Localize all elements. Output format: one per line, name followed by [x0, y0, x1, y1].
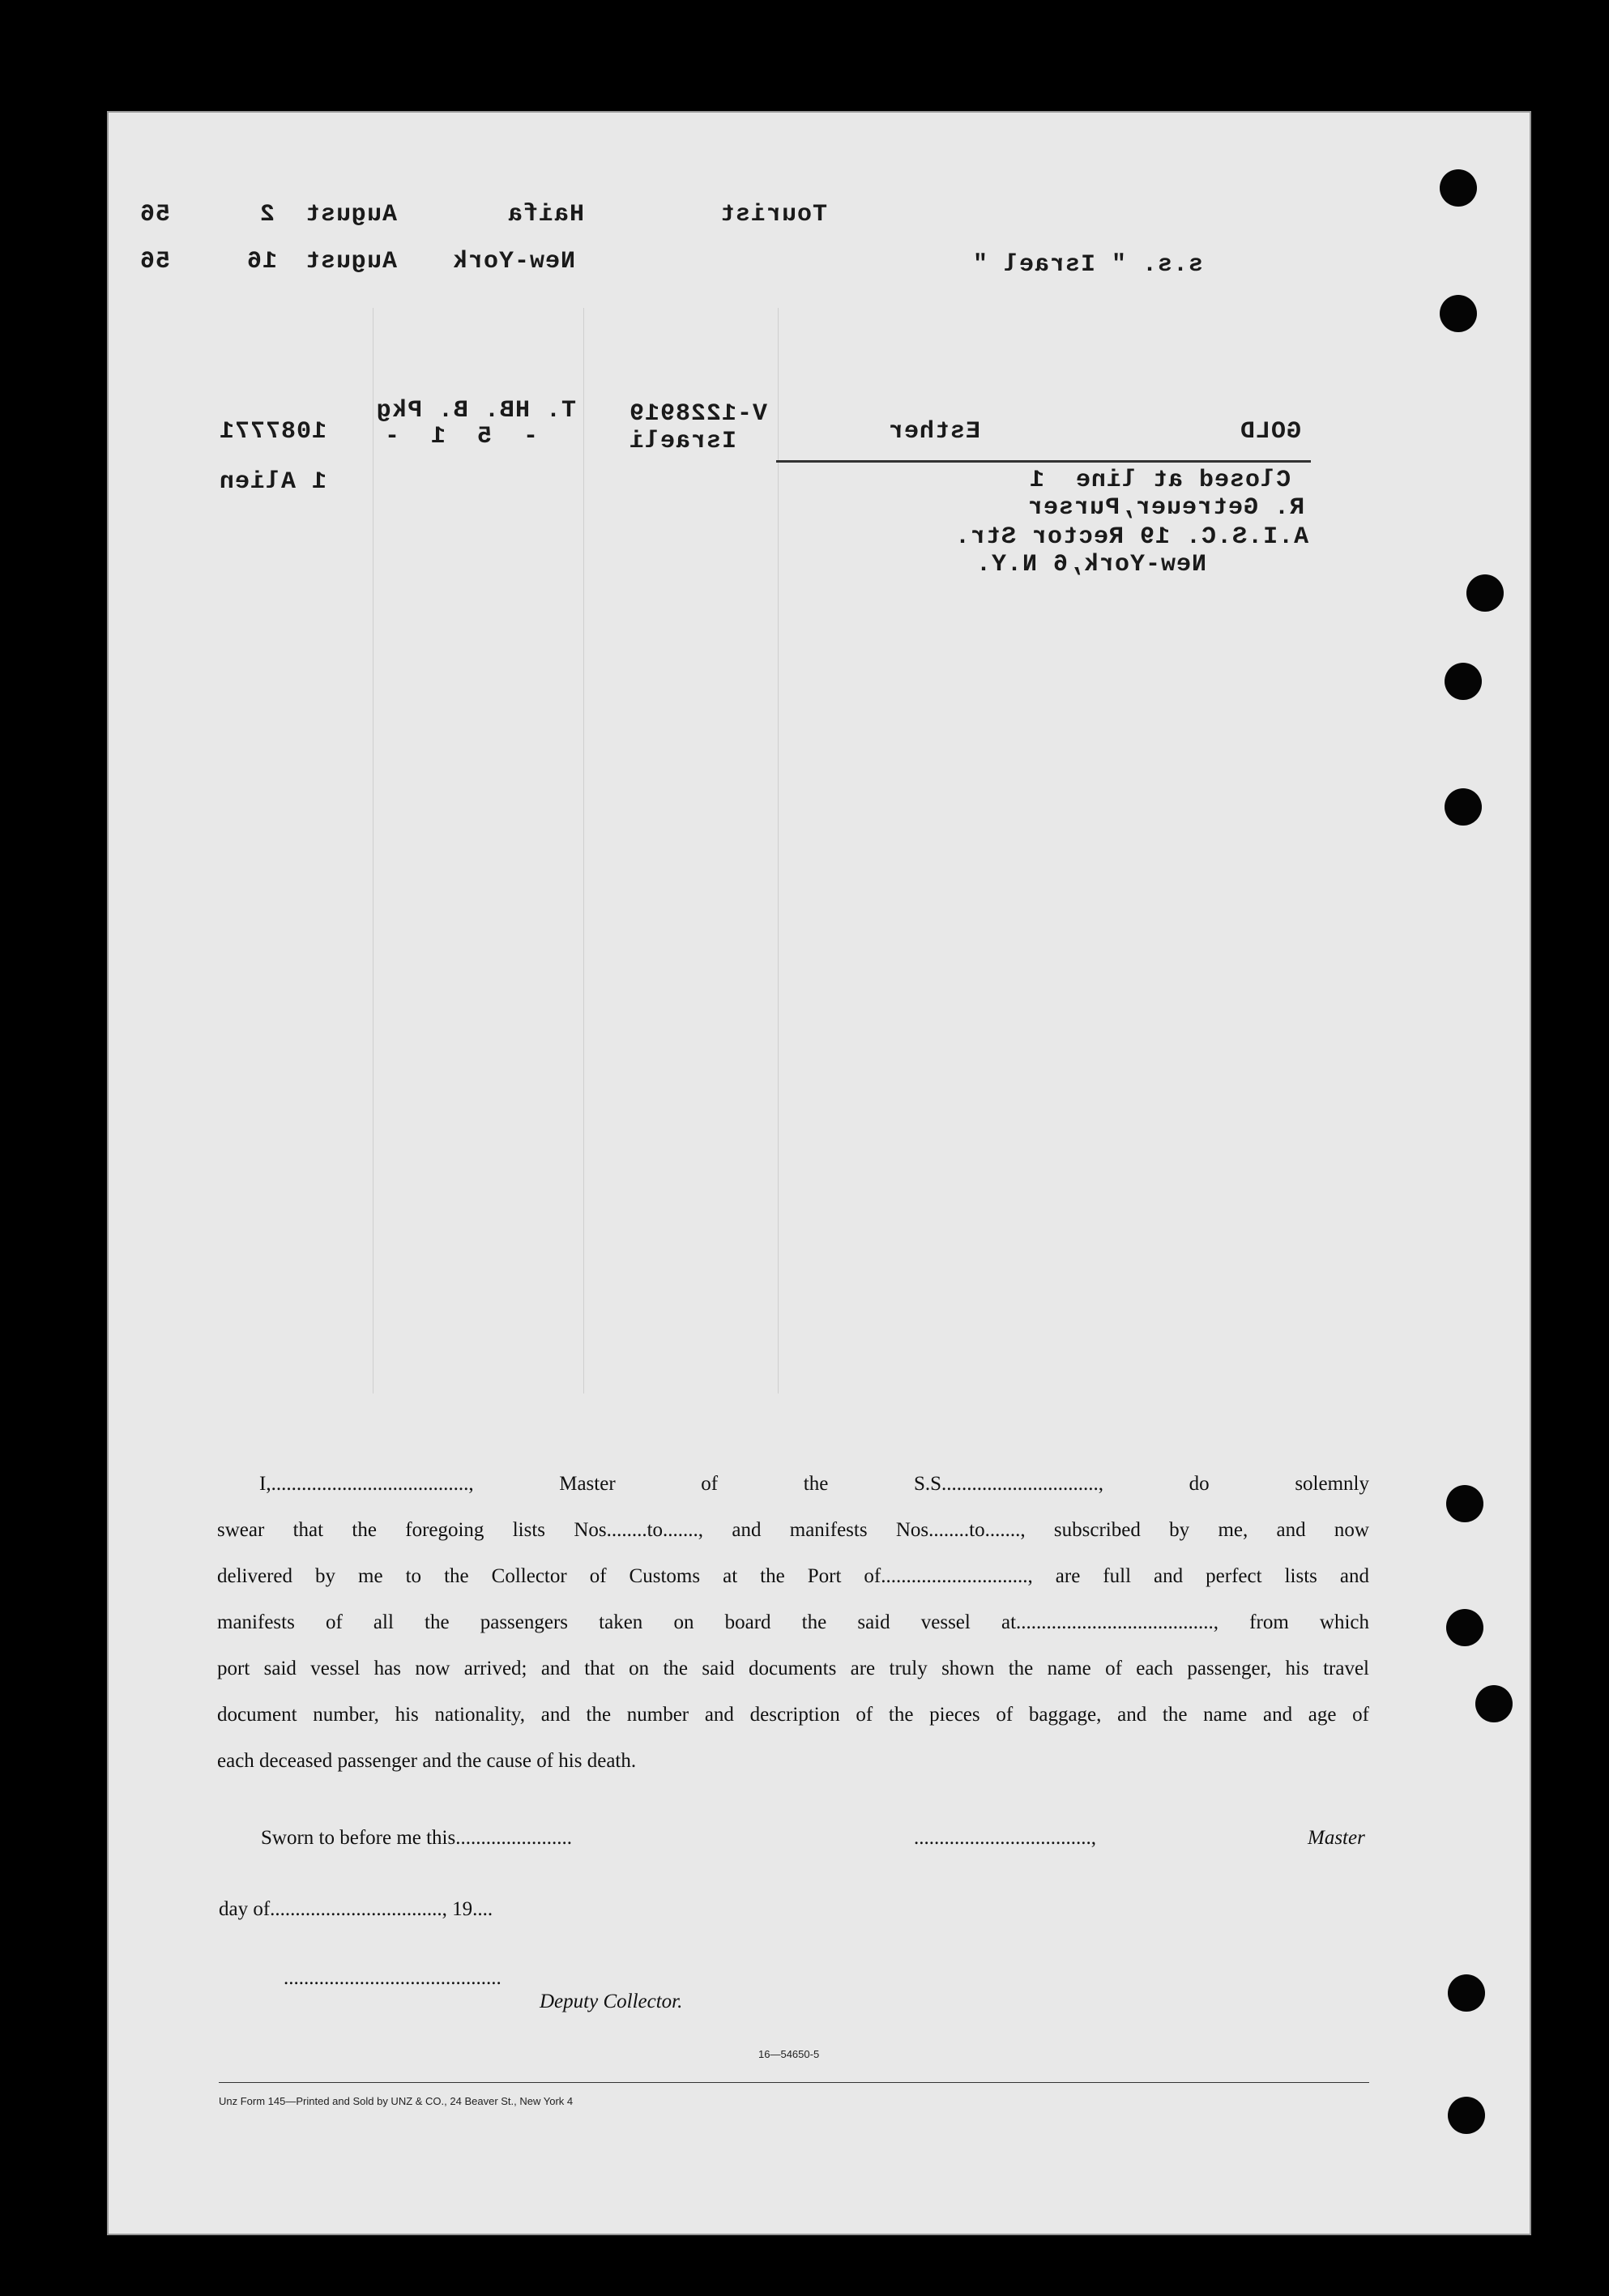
entry-underline [776, 460, 1311, 463]
punch-hole [1448, 2097, 1485, 2134]
punch-hole [1466, 574, 1504, 612]
purser-name: R. Getreuer,Purser [1027, 494, 1305, 522]
oath-line: document number, his nationality, and the number and description of the pieces of baggage, and the name and age of [217, 1704, 1369, 1726]
closing-line: Closed at line 1 [1029, 467, 1291, 494]
voyage-class: Tourist [719, 201, 828, 228]
departure-year: 56 [139, 201, 171, 228]
purser-city: New-York,6 N.Y. [975, 551, 1207, 578]
oath-line: manifests of all the passengers taken on board the said vessel at......................................., from which [217, 1611, 1369, 1633]
baggage-header: T. HB. B. Pkg [376, 397, 577, 425]
punch-hole [1446, 1485, 1483, 1522]
departure-day: 2 [259, 201, 275, 228]
oath-line: port said vessel has now arrived; and that on the said documents are truly shown the name of each passenger, his travel [217, 1658, 1369, 1679]
sworn-line: Sworn to before me this....................... [261, 1827, 572, 1849]
column-rule [778, 308, 779, 1393]
punch-hole [1448, 1974, 1485, 2012]
passenger-given-name: Esther [888, 418, 981, 446]
reference-number: 1087771 [219, 418, 327, 446]
master-oath [217, 1461, 1369, 1784]
oath-line: delivered by me to the Collector of Customs at the Port of............................., are full and perfect lists and [217, 1565, 1369, 1587]
travel-document-number: V-1228919 [629, 400, 768, 428]
printer-imprint: Unz Form 145—Printed and Sold by UNZ & CO., 24 Beaver St., New York 4 [219, 2095, 574, 2107]
punch-hole [1475, 1685, 1513, 1722]
deputy-signature-line: ........................................... [284, 1967, 501, 1989]
form-code: 16—54650-5 [758, 2048, 820, 2060]
master-signature-line: ..................................., [914, 1827, 1096, 1849]
purser-address: A.I.S.C. 19 Rector Str. [954, 523, 1309, 551]
vessel-name: s.s. " Israel " [972, 251, 1204, 279]
departure-month: August [305, 201, 398, 228]
punch-hole [1440, 169, 1477, 207]
passenger-surname: GOLD [1240, 418, 1302, 446]
arrival-day: 16 [246, 248, 278, 275]
arrival-month: August [305, 248, 398, 275]
punch-hole [1446, 1609, 1483, 1646]
footer-rule [219, 2082, 1369, 2083]
oath-line: I,......................................., Master of the S.S..............................., do solemnly [259, 1473, 1369, 1495]
punch-hole [1445, 663, 1482, 700]
passenger-nationality: Israeli [629, 428, 737, 455]
departure-port: Haifa [507, 201, 585, 228]
arrival-year: 56 [139, 248, 171, 275]
oath-line: swear that the foregoing lists Nos........to......., and manifests Nos........to......., subscribed by me, and now [217, 1519, 1369, 1541]
master-label: Master [1308, 1827, 1365, 1849]
baggage-counts: - 5 1 - [384, 423, 539, 450]
arrival-port: New-York [452, 248, 576, 275]
day-of-line: day of.................................., 19.... [219, 1898, 493, 1920]
deputy-collector-label: Deputy Collector. [540, 1991, 683, 2012]
oath-line: each deceased passenger and the cause of his death. [217, 1750, 637, 1772]
alien-count: 1 Alien [219, 468, 327, 496]
punch-hole [1445, 788, 1482, 826]
column-rule [583, 308, 584, 1393]
punch-hole [1440, 295, 1477, 332]
